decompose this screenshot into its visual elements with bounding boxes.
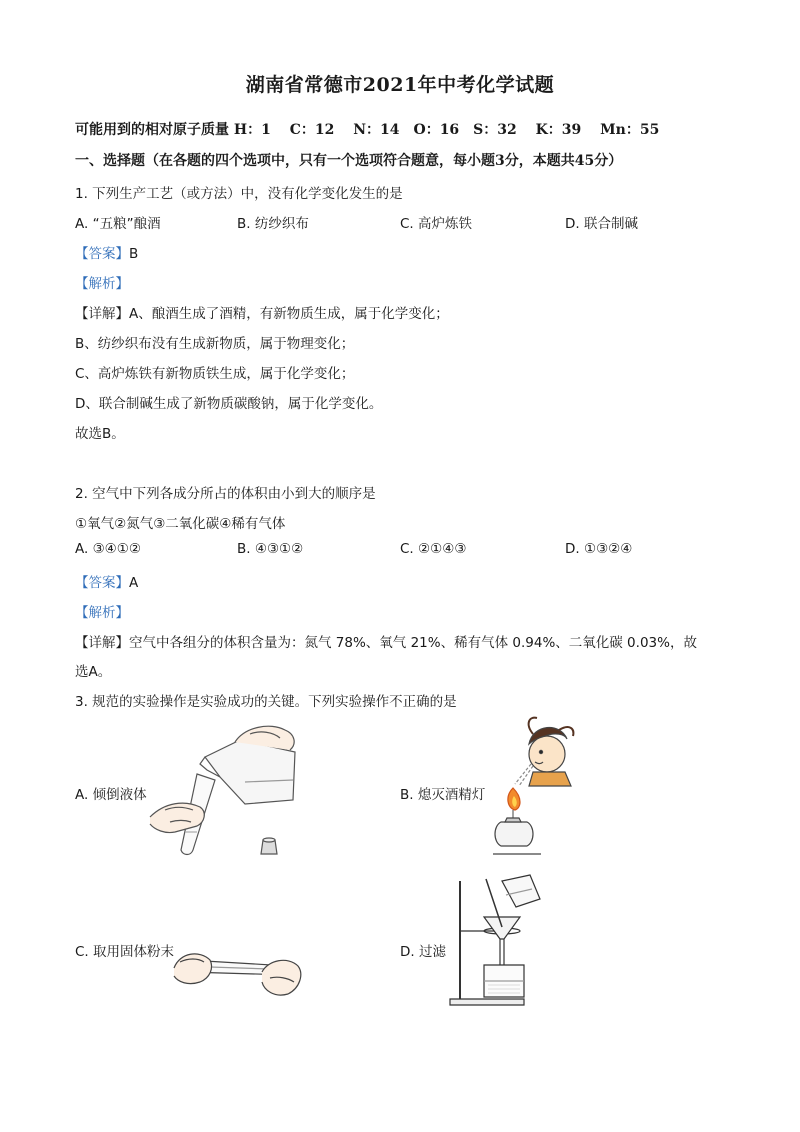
- q1-analysis-tag: 【解析】: [75, 276, 129, 292]
- q2-option-d: D. ①③②④: [565, 541, 633, 557]
- page-title: 湖南省常德市2021年中考化学试题: [245, 74, 555, 96]
- q1-option-c: C. 高炉炼铁: [400, 216, 473, 232]
- atomic-mass-line: 可能用到的相对原子质量 H：1 C：12 N：14 O：16 S：32 K：39 Mn：55: [75, 122, 660, 138]
- q1-option-b: B. 纺纱织布: [237, 216, 309, 232]
- q2-answer-line: [75, 571, 138, 591]
- blowing-alcohol-lamp-figure: [485, 714, 585, 859]
- q2-option-c: C. ②①④③: [400, 541, 467, 557]
- q1-answer-line: [75, 242, 138, 262]
- q3-option-b: B. 熄灭酒精灯: [400, 787, 486, 803]
- q2-stem: 2. 空气中下列各成分所占的体积由小到大的顺序是: [75, 486, 376, 502]
- q3-stem: 3. 规范的实验操作是实验成功的关键。下列实验操作不正确的是: [75, 694, 457, 710]
- q1-detail-line-3: C、高炉炼铁有新物质铁生成，属于化学变化；: [75, 366, 355, 382]
- q2-line2: ①氧气②氮气③二氧化碳④稀有气体: [75, 516, 286, 532]
- detail-text: A、酿酒生成了酒精，有新物质生成，属于化学变化；: [129, 306, 449, 322]
- answer-value: B: [129, 246, 139, 262]
- q1-detail-line-1: [75, 302, 449, 322]
- filtration-figure: [444, 873, 544, 1008]
- q2-option-a: A. ③④①②: [75, 541, 141, 557]
- q2-detail-line-2: 选A。: [75, 664, 112, 680]
- q1-detail-line-2: B、纺纱织布没有生成新物质，属于物理变化；: [75, 336, 355, 352]
- q1-stem: 1. 下列生产工艺（或方法）中，没有化学变化发生的是: [75, 186, 403, 202]
- pouring-liquid-figure: [145, 722, 305, 862]
- answer-value: A: [129, 575, 139, 591]
- q1-conclusion: 故选B。: [75, 426, 125, 442]
- detail-tag: 【详解】: [75, 306, 129, 322]
- answer-tag: 【答案】: [75, 575, 129, 591]
- detail-text: 空气中各组分的体积含量为：氮气 78%、氧气 21%、稀有气体 0.94%、二氧化碳 0.03%，故: [129, 635, 697, 651]
- q2-option-b: B. ④③①②: [237, 541, 304, 557]
- q1-option-d: D. 联合制碱: [565, 216, 638, 232]
- detail-tag: 【详解】: [75, 635, 129, 651]
- q1-detail-line-4: D、联合制碱生成了新物质碳酸钠，属于化学变化。: [75, 396, 383, 412]
- answer-tag: 【答案】: [75, 246, 129, 262]
- q2-analysis-tag: 【解析】: [75, 605, 129, 621]
- q3-option-c: C. 取用固体粉末: [75, 944, 175, 960]
- section-heading: 一、选择题（在各题的四个选项中，只有一个选项符合题意，每小题3分，本题共45分）: [75, 153, 623, 169]
- q3-option-a: A. 倾倒液体: [75, 787, 147, 803]
- q3-option-d: D. 过滤: [400, 944, 446, 960]
- q1-option-a: A. “五粮”酿酒: [75, 216, 161, 232]
- q2-detail-line-1: [75, 631, 697, 651]
- taking-solid-powder-figure: [170, 938, 310, 1008]
